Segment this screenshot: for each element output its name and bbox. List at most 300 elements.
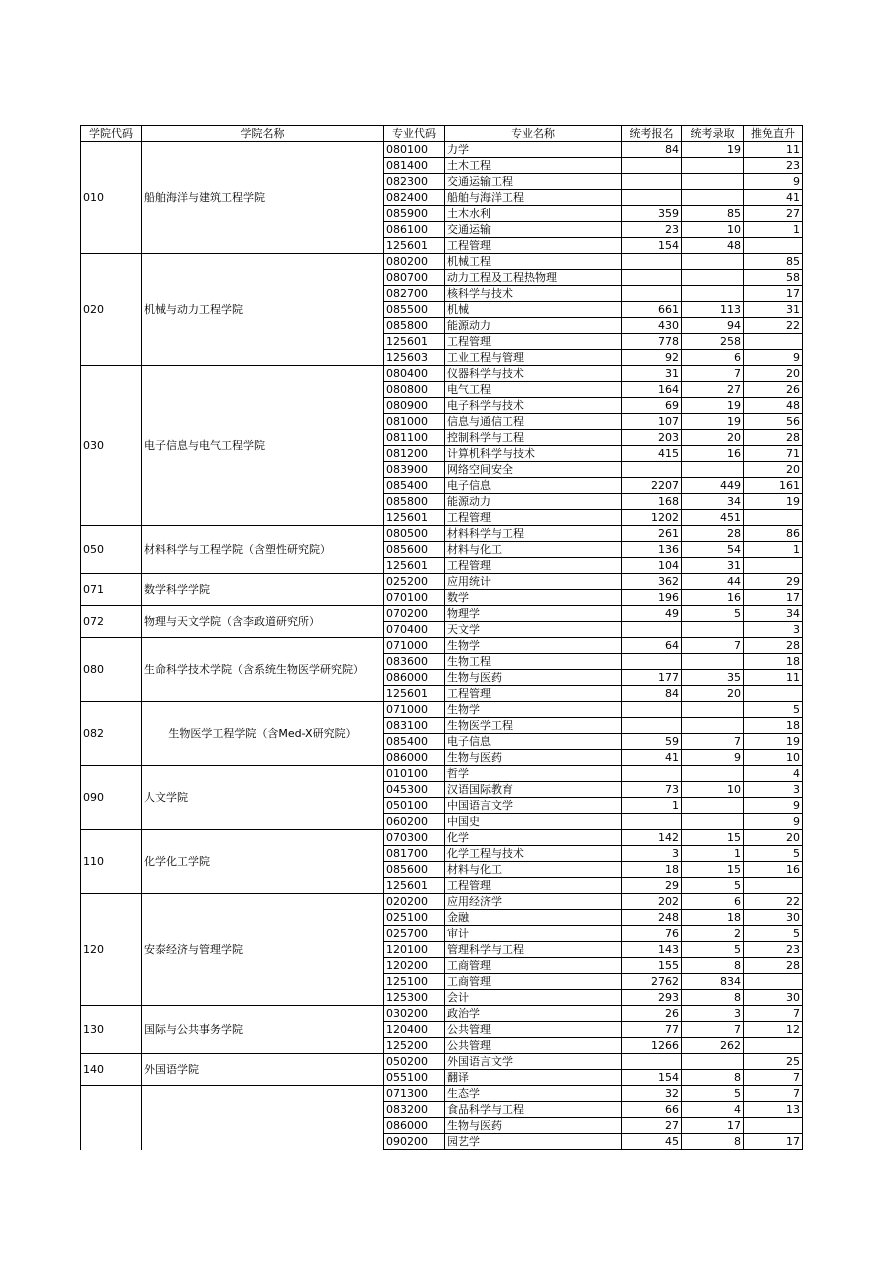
major-name-cell: 电子科学与技术	[445, 398, 622, 414]
table-row	[81, 766, 803, 782]
recommended-cell: 86	[744, 526, 803, 542]
exam-admitted-cell	[682, 174, 744, 190]
major-code-cell: 080100	[384, 142, 445, 158]
recommended-cell: 20	[744, 830, 803, 846]
exam-applicants-cell: 2207	[622, 478, 682, 494]
recommended-cell: 9	[744, 798, 803, 814]
exam-admitted-cell: 3	[682, 1006, 744, 1022]
recommended-cell: 19	[744, 734, 803, 750]
recommended-cell: 25	[744, 1054, 803, 1070]
exam-admitted-cell: 449	[682, 478, 744, 494]
major-code-cell: 125601	[384, 334, 445, 350]
recommended-cell: 7	[744, 1070, 803, 1086]
exam-admitted-cell: 15	[682, 862, 744, 878]
exam-applicants-cell: 41	[622, 750, 682, 766]
major-name-cell: 政治学	[445, 1006, 622, 1022]
table-row	[81, 254, 803, 270]
major-name-cell: 网络空间安全	[445, 462, 622, 478]
exam-admitted-cell: 19	[682, 414, 744, 430]
exam-applicants-cell: 142	[622, 830, 682, 846]
exam-applicants-cell	[622, 1054, 682, 1070]
college-code-cell: 082	[81, 702, 142, 766]
table-row	[81, 702, 803, 718]
college-name-cell: 人文学院	[142, 766, 384, 830]
exam-admitted-cell	[682, 270, 744, 286]
exam-admitted-cell: 7	[682, 1022, 744, 1038]
college-code-cell: 010	[81, 142, 142, 254]
exam-admitted-cell: 16	[682, 590, 744, 606]
exam-admitted-cell: 19	[682, 142, 744, 158]
recommended-cell: 7	[744, 1086, 803, 1102]
major-name-cell: 能源动力	[445, 318, 622, 334]
recommended-cell: 19	[744, 494, 803, 510]
major-name-cell: 土木水利	[445, 206, 622, 222]
major-code-cell: 045300	[384, 782, 445, 798]
major-name-cell: 工程管理	[445, 686, 622, 702]
exam-admitted-cell: 7	[682, 366, 744, 382]
exam-applicants-cell: 64	[622, 638, 682, 654]
exam-admitted-cell: 8	[682, 1134, 744, 1150]
major-name-cell: 审计	[445, 926, 622, 942]
major-code-cell: 081000	[384, 414, 445, 430]
exam-applicants-cell: 69	[622, 398, 682, 414]
exam-applicants-cell: 3	[622, 846, 682, 862]
recommended-cell: 26	[744, 382, 803, 398]
admissions-table	[80, 125, 803, 1150]
recommended-cell	[744, 558, 803, 574]
major-code-cell: 125100	[384, 974, 445, 990]
recommended-cell: 3	[744, 782, 803, 798]
major-code-cell: 080500	[384, 526, 445, 542]
recommended-cell: 31	[744, 302, 803, 318]
exam-applicants-cell: 84	[622, 142, 682, 158]
exam-admitted-cell: 19	[682, 398, 744, 414]
recommended-cell: 30	[744, 990, 803, 1006]
major-name-cell: 中国史	[445, 814, 622, 830]
recommended-cell: 3	[744, 622, 803, 638]
exam-applicants-cell: 168	[622, 494, 682, 510]
exam-admitted-cell: 9	[682, 750, 744, 766]
exam-applicants-cell: 1266	[622, 1038, 682, 1054]
major-name-cell: 金融	[445, 910, 622, 926]
recommended-cell: 20	[744, 366, 803, 382]
table-row	[81, 830, 803, 846]
major-name-cell: 电子信息	[445, 734, 622, 750]
major-code-cell: 081100	[384, 430, 445, 446]
header-major-code: 专业代码	[384, 126, 445, 142]
major-name-cell: 机械工程	[445, 254, 622, 270]
exam-applicants-cell	[622, 718, 682, 734]
college-code-cell: 120	[81, 894, 142, 1006]
college-code-cell: 140	[81, 1054, 142, 1086]
exam-admitted-cell: 15	[682, 830, 744, 846]
major-name-cell: 天文学	[445, 622, 622, 638]
major-code-cell: 120200	[384, 958, 445, 974]
exam-admitted-cell: 5	[682, 1086, 744, 1102]
major-name-cell: 信息与通信工程	[445, 414, 622, 430]
exam-admitted-cell: 10	[682, 222, 744, 238]
recommended-cell: 5	[744, 846, 803, 862]
major-code-cell: 125601	[384, 558, 445, 574]
major-code-cell: 071000	[384, 638, 445, 654]
exam-applicants-cell: 2762	[622, 974, 682, 990]
exam-admitted-cell: 35	[682, 670, 744, 686]
major-name-cell: 生物与医药	[445, 750, 622, 766]
recommended-cell: 20	[744, 462, 803, 478]
header-college-name: 学院名称	[142, 126, 384, 142]
major-code-cell: 125603	[384, 350, 445, 366]
table-row	[81, 142, 803, 158]
major-name-cell: 会计	[445, 990, 622, 1006]
major-name-cell: 翻译	[445, 1070, 622, 1086]
major-name-cell: 生物与医药	[445, 1118, 622, 1134]
major-name-cell: 外国语言文学	[445, 1054, 622, 1070]
exam-admitted-cell: 16	[682, 446, 744, 462]
major-name-cell: 生态学	[445, 1086, 622, 1102]
college-name-cell: 数学科学学院	[142, 574, 384, 606]
table-row	[81, 526, 803, 542]
table-body	[81, 142, 803, 1150]
recommended-cell: 4	[744, 766, 803, 782]
exam-admitted-cell	[682, 1054, 744, 1070]
major-code-cell: 025200	[384, 574, 445, 590]
major-code-cell: 055100	[384, 1070, 445, 1086]
major-name-cell: 工程管理	[445, 238, 622, 254]
exam-admitted-cell: 834	[682, 974, 744, 990]
exam-admitted-cell	[682, 254, 744, 270]
major-code-cell: 070400	[384, 622, 445, 638]
major-code-cell: 070300	[384, 830, 445, 846]
exam-admitted-cell: 5	[682, 606, 744, 622]
major-code-cell: 085500	[384, 302, 445, 318]
recommended-cell: 22	[744, 318, 803, 334]
recommended-cell	[744, 238, 803, 254]
exam-admitted-cell	[682, 798, 744, 814]
major-code-cell: 081400	[384, 158, 445, 174]
major-name-cell: 生物学	[445, 702, 622, 718]
exam-applicants-cell	[622, 654, 682, 670]
major-code-cell: 060200	[384, 814, 445, 830]
major-name-cell: 土木工程	[445, 158, 622, 174]
college-name-cell	[142, 1086, 384, 1150]
exam-admitted-cell	[682, 462, 744, 478]
recommended-cell: 17	[744, 286, 803, 302]
recommended-cell	[744, 1038, 803, 1054]
exam-applicants-cell: 73	[622, 782, 682, 798]
major-code-cell: 125601	[384, 686, 445, 702]
college-code-cell: 130	[81, 1006, 142, 1054]
exam-applicants-cell: 1	[622, 798, 682, 814]
recommended-cell	[744, 334, 803, 350]
exam-admitted-cell: 5	[682, 942, 744, 958]
exam-applicants-cell	[622, 622, 682, 638]
exam-admitted-cell: 113	[682, 302, 744, 318]
exam-admitted-cell: 31	[682, 558, 744, 574]
recommended-cell: 13	[744, 1102, 803, 1118]
major-code-cell: 125601	[384, 510, 445, 526]
major-name-cell: 交通运输	[445, 222, 622, 238]
major-name-cell: 公共管理	[445, 1022, 622, 1038]
major-code-cell: 083600	[384, 654, 445, 670]
exam-applicants-cell: 261	[622, 526, 682, 542]
major-name-cell: 工程管理	[445, 558, 622, 574]
major-name-cell: 化学	[445, 830, 622, 846]
recommended-cell: 71	[744, 446, 803, 462]
exam-admitted-cell	[682, 702, 744, 718]
major-name-cell: 生物学	[445, 638, 622, 654]
recommended-cell	[744, 1118, 803, 1134]
major-name-cell: 仪器科学与技术	[445, 366, 622, 382]
major-name-cell: 园艺学	[445, 1134, 622, 1150]
exam-applicants-cell: 1202	[622, 510, 682, 526]
exam-admitted-cell: 1	[682, 846, 744, 862]
college-name-cell: 安泰经济与管理学院	[142, 894, 384, 1006]
exam-applicants-cell: 154	[622, 1070, 682, 1086]
exam-admitted-cell: 6	[682, 894, 744, 910]
major-code-cell: 125601	[384, 878, 445, 894]
exam-applicants-cell: 177	[622, 670, 682, 686]
college-name-cell: 外国语学院	[142, 1054, 384, 1086]
table-row	[81, 606, 803, 622]
header-major-name: 专业名称	[445, 126, 622, 142]
exam-admitted-cell: 6	[682, 350, 744, 366]
major-name-cell: 动力工程及工程热物理	[445, 270, 622, 286]
major-name-cell: 生物医学工程	[445, 718, 622, 734]
exam-admitted-cell: 20	[682, 686, 744, 702]
table-row	[81, 1086, 803, 1102]
recommended-cell: 29	[744, 574, 803, 590]
exam-admitted-cell: 7	[682, 638, 744, 654]
exam-applicants-cell: 77	[622, 1022, 682, 1038]
header-row	[81, 126, 803, 142]
major-code-cell: 010100	[384, 766, 445, 782]
major-code-cell: 120400	[384, 1022, 445, 1038]
major-code-cell: 050100	[384, 798, 445, 814]
exam-admitted-cell: 4	[682, 1102, 744, 1118]
major-name-cell: 应用经济学	[445, 894, 622, 910]
exam-admitted-cell	[682, 766, 744, 782]
exam-admitted-cell	[682, 654, 744, 670]
exam-admitted-cell: 48	[682, 238, 744, 254]
exam-admitted-cell	[682, 814, 744, 830]
recommended-cell: 23	[744, 942, 803, 958]
exam-admitted-cell: 5	[682, 878, 744, 894]
college-name-cell: 物理与天文学院（含李政道研究所）	[142, 606, 384, 638]
major-name-cell: 工程管理	[445, 510, 622, 526]
recommended-cell	[744, 510, 803, 526]
exam-admitted-cell: 27	[682, 382, 744, 398]
major-name-cell: 机械	[445, 302, 622, 318]
exam-applicants-cell: 66	[622, 1102, 682, 1118]
exam-admitted-cell: 44	[682, 574, 744, 590]
major-code-cell: 125300	[384, 990, 445, 1006]
recommended-cell: 41	[744, 190, 803, 206]
recommended-cell: 30	[744, 910, 803, 926]
major-name-cell: 公共管理	[445, 1038, 622, 1054]
recommended-cell: 18	[744, 718, 803, 734]
major-name-cell: 哲学	[445, 766, 622, 782]
major-code-cell: 081700	[384, 846, 445, 862]
exam-applicants-cell: 107	[622, 414, 682, 430]
exam-applicants-cell	[622, 254, 682, 270]
exam-applicants-cell: 661	[622, 302, 682, 318]
recommended-cell: 28	[744, 958, 803, 974]
college-code-cell: 050	[81, 526, 142, 574]
major-code-cell: 082300	[384, 174, 445, 190]
table-row	[81, 574, 803, 590]
exam-admitted-cell	[682, 718, 744, 734]
major-name-cell: 工程管理	[445, 878, 622, 894]
major-name-cell: 能源动力	[445, 494, 622, 510]
exam-admitted-cell: 262	[682, 1038, 744, 1054]
exam-applicants-cell: 155	[622, 958, 682, 974]
recommended-cell: 85	[744, 254, 803, 270]
exam-applicants-cell: 154	[622, 238, 682, 254]
header-recommended: 推免直升	[744, 126, 803, 142]
major-name-cell: 应用统计	[445, 574, 622, 590]
recommended-cell	[744, 686, 803, 702]
recommended-cell: 56	[744, 414, 803, 430]
exam-admitted-cell: 34	[682, 494, 744, 510]
college-code-cell	[81, 1086, 142, 1150]
exam-admitted-cell: 18	[682, 910, 744, 926]
exam-admitted-cell: 28	[682, 526, 744, 542]
exam-applicants-cell: 415	[622, 446, 682, 462]
major-code-cell: 085600	[384, 542, 445, 558]
exam-applicants-cell	[622, 702, 682, 718]
exam-applicants-cell: 32	[622, 1086, 682, 1102]
major-name-cell: 生物工程	[445, 654, 622, 670]
exam-applicants-cell	[622, 814, 682, 830]
major-code-cell: 070200	[384, 606, 445, 622]
major-name-cell: 计算机科学与技术	[445, 446, 622, 462]
major-code-cell: 030200	[384, 1006, 445, 1022]
exam-applicants-cell: 29	[622, 878, 682, 894]
recommended-cell: 5	[744, 926, 803, 942]
exam-admitted-cell	[682, 622, 744, 638]
major-name-cell: 力学	[445, 142, 622, 158]
exam-applicants-cell	[622, 286, 682, 302]
exam-applicants-cell: 31	[622, 366, 682, 382]
major-code-cell: 070100	[384, 590, 445, 606]
header-exam-admitted: 统考录取	[682, 126, 744, 142]
major-code-cell: 080900	[384, 398, 445, 414]
exam-applicants-cell	[622, 462, 682, 478]
major-code-cell: 086000	[384, 1118, 445, 1134]
recommended-cell: 161	[744, 478, 803, 494]
college-code-cell: 090	[81, 766, 142, 830]
exam-applicants-cell: 202	[622, 894, 682, 910]
recommended-cell	[744, 974, 803, 990]
major-code-cell: 080200	[384, 254, 445, 270]
exam-applicants-cell: 45	[622, 1134, 682, 1150]
recommended-cell: 11	[744, 670, 803, 686]
exam-applicants-cell	[622, 190, 682, 206]
exam-admitted-cell: 94	[682, 318, 744, 334]
college-code-cell: 110	[81, 830, 142, 894]
major-name-cell: 食品科学与工程	[445, 1102, 622, 1118]
recommended-cell: 9	[744, 814, 803, 830]
exam-applicants-cell	[622, 270, 682, 286]
major-code-cell: 082400	[384, 190, 445, 206]
major-name-cell: 工业工程与管理	[445, 350, 622, 366]
exam-admitted-cell: 8	[682, 958, 744, 974]
recommended-cell: 1	[744, 222, 803, 238]
recommended-cell: 18	[744, 654, 803, 670]
exam-applicants-cell	[622, 158, 682, 174]
exam-applicants-cell: 248	[622, 910, 682, 926]
header-college-code: 学院代码	[81, 126, 142, 142]
recommended-cell: 16	[744, 862, 803, 878]
recommended-cell: 9	[744, 174, 803, 190]
major-code-cell: 083100	[384, 718, 445, 734]
exam-applicants-cell: 293	[622, 990, 682, 1006]
table-row	[81, 1054, 803, 1070]
major-code-cell: 090200	[384, 1134, 445, 1150]
exam-applicants-cell: 23	[622, 222, 682, 238]
table-row	[81, 894, 803, 910]
exam-applicants-cell: 136	[622, 542, 682, 558]
exam-applicants-cell: 76	[622, 926, 682, 942]
college-code-cell: 020	[81, 254, 142, 366]
recommended-cell: 17	[744, 1134, 803, 1150]
exam-admitted-cell	[682, 190, 744, 206]
exam-admitted-cell: 2	[682, 926, 744, 942]
major-code-cell: 085900	[384, 206, 445, 222]
recommended-cell: 28	[744, 430, 803, 446]
major-code-cell: 050200	[384, 1054, 445, 1070]
major-code-cell: 081200	[384, 446, 445, 462]
exam-applicants-cell: 26	[622, 1006, 682, 1022]
exam-admitted-cell	[682, 286, 744, 302]
major-name-cell: 核科学与技术	[445, 286, 622, 302]
exam-applicants-cell: 27	[622, 1118, 682, 1134]
major-code-cell: 125200	[384, 1038, 445, 1054]
major-code-cell: 080800	[384, 382, 445, 398]
major-code-cell: 125601	[384, 238, 445, 254]
major-name-cell: 生物与医药	[445, 670, 622, 686]
recommended-cell: 11	[744, 142, 803, 158]
exam-applicants-cell: 164	[622, 382, 682, 398]
recommended-cell: 22	[744, 894, 803, 910]
recommended-cell: 5	[744, 702, 803, 718]
major-code-cell: 085800	[384, 494, 445, 510]
table-row	[81, 366, 803, 382]
exam-applicants-cell: 18	[622, 862, 682, 878]
exam-applicants-cell: 362	[622, 574, 682, 590]
major-code-cell: 085800	[384, 318, 445, 334]
major-name-cell: 船舶与海洋工程	[445, 190, 622, 206]
exam-admitted-cell: 10	[682, 782, 744, 798]
exam-applicants-cell: 59	[622, 734, 682, 750]
exam-admitted-cell: 85	[682, 206, 744, 222]
major-name-cell: 工程管理	[445, 334, 622, 350]
recommended-cell: 17	[744, 590, 803, 606]
major-name-cell: 管理科学与工程	[445, 942, 622, 958]
major-code-cell: 025100	[384, 910, 445, 926]
recommended-cell: 34	[744, 606, 803, 622]
major-name-cell: 材料科学与工程	[445, 526, 622, 542]
major-code-cell: 085400	[384, 478, 445, 494]
recommended-cell: 28	[744, 638, 803, 654]
table-row	[81, 638, 803, 654]
major-name-cell: 电子信息	[445, 478, 622, 494]
major-name-cell: 工商管理	[445, 958, 622, 974]
recommended-cell	[744, 878, 803, 894]
major-name-cell: 化学工程与技术	[445, 846, 622, 862]
major-code-cell: 020200	[384, 894, 445, 910]
recommended-cell: 1	[744, 542, 803, 558]
